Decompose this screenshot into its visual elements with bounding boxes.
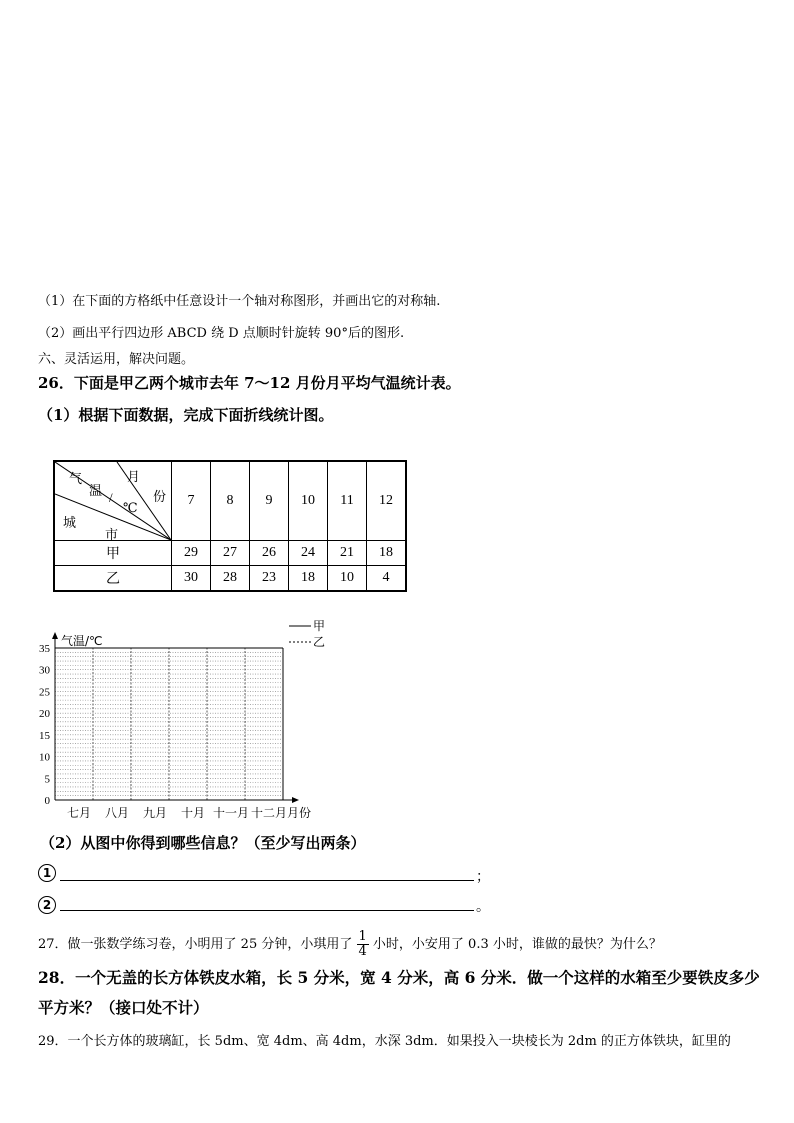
answer-1-end: ； xyxy=(476,869,490,885)
y-tick-label: 20 xyxy=(39,708,50,721)
line-chart xyxy=(30,618,340,826)
instruction-2: （2）画出平行四边形 ABCD 绕 D 点顺时针旋转 90°后的图形. xyxy=(38,326,405,341)
value-cell: 26 xyxy=(250,541,289,566)
x-tick-label: 九月 xyxy=(142,806,168,820)
question-28-line-2: 平方米？（接口处不计） xyxy=(38,998,209,1017)
x-axis-arrow xyxy=(292,797,299,803)
answer-1-marker xyxy=(38,862,56,882)
circled-number-2: 2 xyxy=(38,896,56,914)
fraction-denominator: 4 xyxy=(358,944,367,959)
table-row xyxy=(54,566,406,592)
value-cell: 27 xyxy=(211,541,250,566)
question-26-part-2: （2）从图中你得到哪些信息？（至少写出两条） xyxy=(40,834,366,852)
y-tick-label: 5 xyxy=(44,773,50,786)
value-cell: 18 xyxy=(367,541,407,566)
question-27-part-b: 小时，小安用了 0.3 小时，谁做的最快？为什么？ xyxy=(372,937,662,952)
value-cell: 4 xyxy=(367,566,407,592)
header-unit: ℃ xyxy=(123,500,138,515)
x-tick-label: 十一月 xyxy=(212,806,250,820)
y-tick-label: 10 xyxy=(39,751,50,764)
y-tick-label: 0 xyxy=(44,795,50,807)
header-slash: / xyxy=(109,490,113,505)
header-cheng: 城 xyxy=(63,515,77,530)
section-heading: 六、灵活运用，解决问题。 xyxy=(38,352,195,367)
y-axis-label: 气温/℃ xyxy=(61,634,103,648)
header-fen: 份 xyxy=(153,489,167,504)
x-tick-label: 七月 xyxy=(66,806,92,820)
y-tick-label: 30 xyxy=(39,664,50,677)
table-row xyxy=(54,541,406,566)
instruction-1: （1）在下面的方格纸中任意设计一个轴对称图形，并画出它的对称轴. xyxy=(38,294,441,309)
value-cell: 30 xyxy=(172,566,211,592)
value-cell: 29 xyxy=(172,541,211,566)
month-cell: 10 xyxy=(289,461,328,541)
header-qi: 气 xyxy=(69,471,83,486)
x-tick-label: 八月 xyxy=(104,806,130,820)
city-cell: 甲 xyxy=(54,541,172,566)
answer-2-marker xyxy=(38,894,56,914)
month-cell: 8 xyxy=(211,461,250,541)
y-axis-arrow xyxy=(52,632,58,639)
value-cell: 23 xyxy=(250,566,289,592)
value-cell: 24 xyxy=(289,541,328,566)
header-wen: 温 xyxy=(89,483,103,498)
y-tick-label: 25 xyxy=(39,686,50,699)
y-tick-label: 15 xyxy=(39,729,50,742)
x-tick-label: 十二月 xyxy=(250,806,288,820)
header-yue: 月 xyxy=(127,469,141,484)
table-corner-header xyxy=(54,461,172,541)
city-cell: 乙 xyxy=(54,566,172,592)
value-cell: 21 xyxy=(328,541,367,566)
value-cell: 28 xyxy=(211,566,250,592)
header-shi: 市 xyxy=(105,527,119,542)
y-tick-label: 35 xyxy=(39,643,50,655)
value-cell: 10 xyxy=(328,566,367,592)
legend-label: 甲 xyxy=(313,619,326,633)
month-cell: 12 xyxy=(367,461,407,541)
value-cell: 18 xyxy=(289,566,328,592)
x-axis-label: 月份 xyxy=(286,806,312,820)
month-cell: 7 xyxy=(172,461,211,541)
answer-2-end: 。 xyxy=(476,899,490,915)
x-tick-label: 十月 xyxy=(180,806,206,820)
question-26-part-1: （1）根据下面数据，完成下面折线统计图。 xyxy=(38,406,334,424)
question-28-line-1: 28．一个无盖的长方体铁皮水箱，长 5 分米，宽 4 分米，高 6 分米．做一个这样的水箱至少要铁皮多少 xyxy=(38,968,760,987)
question-27-part-a: 27．做一张数学练习卷，小明用了 25 分钟，小琪用了 xyxy=(38,937,353,952)
question-27 xyxy=(38,930,662,959)
answer-2-blank[interactable] xyxy=(60,910,474,911)
month-cell: 9 xyxy=(250,461,289,541)
fraction-numerator: 1 xyxy=(358,929,367,944)
answer-1-blank[interactable] xyxy=(60,880,474,881)
question-26: 26．下面是甲乙两个城市去年 7～12 月份月平均气温统计表。 xyxy=(38,374,461,392)
temperature-table xyxy=(53,460,407,592)
legend-label: 乙 xyxy=(313,635,326,649)
month-cell: 11 xyxy=(328,461,367,541)
circled-number-1: 1 xyxy=(38,864,56,882)
question-29: 29．一个长方体的玻璃缸，长 5dm、宽 4dm、高 4dm，水深 3dm．如果投入一块棱长为 2dm 的正方体铁块，缸里的 xyxy=(38,1034,731,1049)
fraction-one-quarter xyxy=(357,930,369,959)
